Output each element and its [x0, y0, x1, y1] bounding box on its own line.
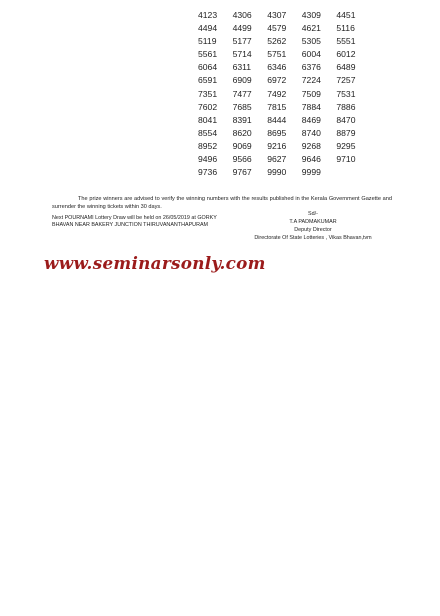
winning-number: 8444: [267, 114, 287, 125]
winning-number: 5551: [336, 36, 356, 47]
next-draw-line2: BHAVAN NEAR BAKERY JUNCTION THIRUVANANTHAPURAM: [52, 222, 209, 229]
winning-number: 4499: [232, 23, 252, 34]
winning-number: 8554: [198, 127, 218, 138]
winning-number: 7884: [301, 101, 321, 112]
winning-number: 7492: [267, 88, 287, 99]
winning-number: 9736: [198, 167, 218, 178]
number-row: [198, 153, 371, 166]
winning-number: 9496: [198, 154, 218, 165]
number-row: [198, 22, 371, 35]
winning-number: 9566: [232, 154, 252, 165]
winning-number: 5119: [198, 36, 217, 47]
winning-number: 8620: [232, 127, 252, 138]
winning-number: 8952: [198, 140, 218, 151]
signature-sd: Sd/-: [308, 211, 318, 217]
winning-number: 6311: [232, 62, 252, 73]
number-row: [198, 101, 371, 114]
number-row: [198, 61, 371, 74]
number-row: [198, 140, 371, 153]
winning-number: 9710: [336, 154, 356, 165]
winning-number: 7509: [301, 88, 321, 99]
winning-number: 6489: [336, 62, 356, 73]
winning-number: 7224: [301, 75, 321, 86]
winning-number: 6012: [336, 49, 356, 60]
winning-number: 4309: [301, 10, 321, 20]
winning-number: 9069: [232, 140, 252, 151]
winning-number: 8740: [301, 127, 321, 138]
number-row: [198, 114, 371, 127]
winning-number: 5262: [267, 36, 287, 47]
winning-number: 7602: [198, 101, 218, 112]
winning-number: 8391: [232, 114, 252, 125]
winning-number: 7477: [232, 88, 252, 99]
signatory-designation: Deputy Director: [294, 227, 332, 233]
winning-number: 7815: [267, 101, 287, 112]
winning-number: 6376: [301, 62, 321, 73]
winning-number: 8469: [301, 114, 321, 125]
winning-number: 9999: [301, 167, 321, 178]
signature-block: [248, 210, 378, 242]
verification-notice: The prize winners are advised to verify the winning numbers with the results published in the Kerala Government Gazette and surrender the winning tickets within 30 days.: [52, 196, 392, 211]
winning-number: 7257: [336, 75, 356, 86]
winning-number: 7886: [336, 101, 356, 112]
winning-number: 4621: [301, 23, 321, 34]
winning-number: 6591: [198, 75, 218, 86]
number-row: [198, 9, 371, 22]
winning-number: 9216: [267, 140, 287, 151]
winning-numbers-grid: [198, 9, 371, 179]
winning-number: 9646: [301, 154, 321, 165]
winning-number: 8695: [267, 127, 287, 138]
winning-number: 6346: [267, 62, 287, 73]
winning-number: 5561: [198, 49, 218, 60]
signatory-name: T.A PADMAKUMAR: [289, 219, 337, 225]
winning-number: 7685: [232, 101, 252, 112]
number-row: [198, 88, 371, 101]
number-row: [198, 35, 371, 48]
winning-number: 9767: [232, 167, 252, 178]
winning-number: 4123: [198, 10, 218, 20]
website-watermark: www.seminarsonly.com: [44, 253, 266, 273]
winning-number: 9268: [301, 140, 321, 151]
signatory-office: Directorate Of State Lotteries , Vikas Bhavan,tvm: [254, 235, 372, 241]
winning-number: 4494: [198, 23, 218, 34]
number-row: [198, 48, 371, 61]
winning-number: 4306: [232, 10, 252, 20]
winning-number: 5116: [336, 23, 355, 34]
winning-number: 6909: [232, 75, 252, 86]
winning-number: 4579: [267, 23, 287, 34]
winning-number: 6004: [301, 49, 321, 60]
winning-number: 5177: [232, 36, 252, 47]
winning-number: 9627: [267, 154, 287, 165]
winning-number: 8041: [198, 114, 218, 125]
next-draw-info: [52, 215, 252, 230]
winning-number: 4307: [267, 10, 287, 20]
winning-number: 7351: [198, 88, 218, 99]
winning-number: 8879: [336, 127, 356, 138]
number-row: [198, 74, 371, 87]
next-draw-line1: Next POURNAMI Lottery Draw will be held on 26/05/2019 at GORKY: [52, 215, 217, 221]
winning-number: 6972: [267, 75, 287, 86]
winning-number: 9295: [336, 140, 356, 151]
winning-number: 7531: [336, 88, 356, 99]
winning-number: 6064: [198, 62, 218, 73]
winning-number: 8470: [336, 114, 356, 125]
winning-number: 5751: [267, 49, 287, 60]
winning-number: 9990: [267, 167, 287, 178]
number-row: [198, 166, 371, 179]
winning-number: 5714: [232, 49, 252, 60]
number-row: [198, 127, 371, 140]
winning-number: 5305: [301, 36, 321, 47]
winning-number: 4451: [336, 10, 356, 20]
